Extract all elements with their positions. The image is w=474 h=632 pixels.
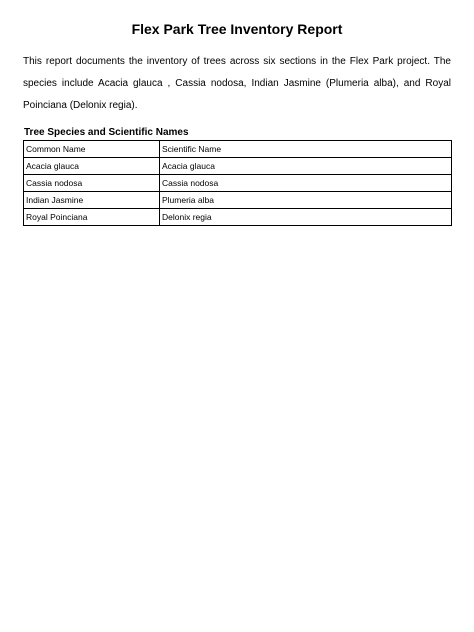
- intro-paragraph: This report documents the inventory of trees across six sections in the Flex Park project. The species include Acacia glauca , Cassia nodosa, Indian Jasmine (Plumeria alba), and Royal Poinciana (Delonix regia).: [23, 56, 451, 111]
- cell-scientific-name: Delonix regia: [160, 209, 452, 226]
- table-header-row: [24, 141, 452, 158]
- header-common-name: Common Name: [24, 141, 160, 158]
- table-row: [24, 192, 452, 209]
- table-caption: Tree Species and Scientific Names: [24, 127, 189, 138]
- cell-common-name: Acacia glauca: [24, 158, 160, 175]
- table-row: [24, 209, 452, 226]
- table-row: [24, 175, 452, 192]
- header-scientific-name: Scientific Name: [160, 141, 452, 158]
- species-table: [23, 140, 452, 226]
- cell-common-name: Royal Poinciana: [24, 209, 160, 226]
- cell-scientific-name: Cassia nodosa: [160, 175, 452, 192]
- cell-common-name: Indian Jasmine: [24, 192, 160, 209]
- page-title: Flex Park Tree Inventory Report: [131, 21, 343, 37]
- cell-scientific-name: Acacia glauca: [160, 158, 452, 175]
- cell-scientific-name: Plumeria alba: [160, 192, 452, 209]
- table-row: [24, 158, 452, 175]
- cell-common-name: Cassia nodosa: [24, 175, 160, 192]
